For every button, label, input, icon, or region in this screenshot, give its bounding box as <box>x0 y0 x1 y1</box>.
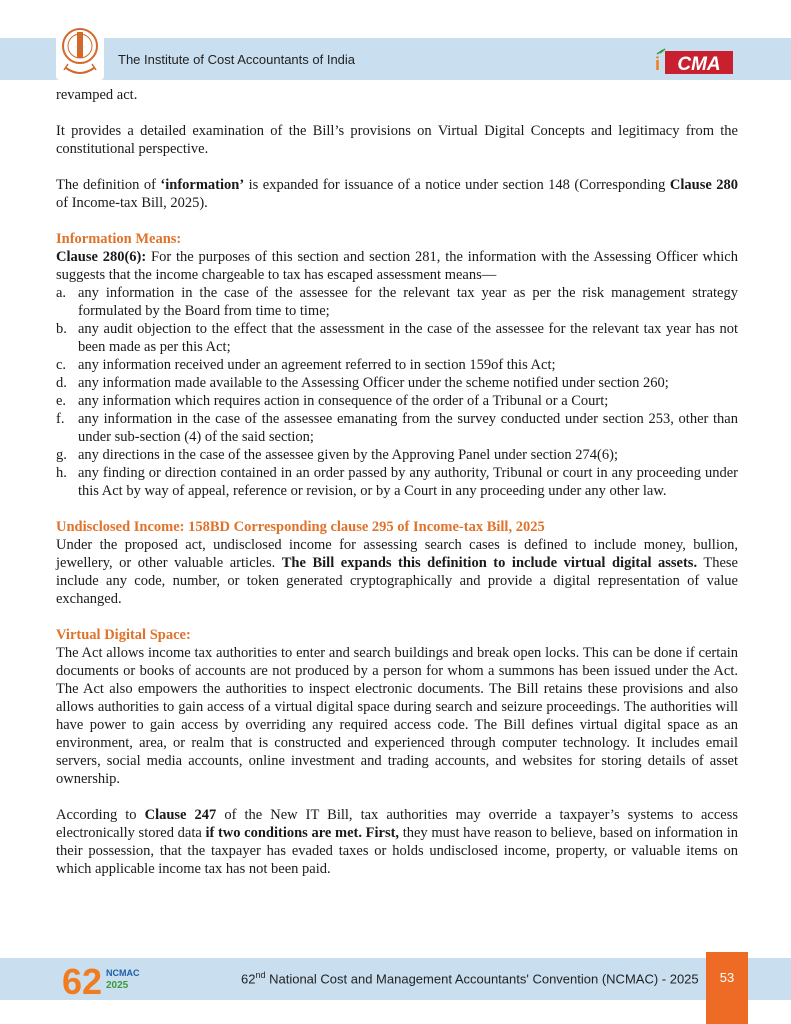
text-run: of Income-tax Bill, 2025). <box>56 195 208 211</box>
text-run: of the New IT Bill, tax authorities may override a taxpayer’s systems to access electronically stored data <box>56 807 738 841</box>
list-item <box>56 446 738 464</box>
list-item-text: any audit objection to the effect that the assessment in the case of the assessee for the relevant tax year has not been made as per this Act; <box>78 321 738 355</box>
heading-virtual-digital-space: Virtual Digital Space: <box>56 627 191 643</box>
ncmac-logo-tag: NCMAC <box>106 968 140 978</box>
list-item <box>56 356 738 374</box>
page-number-box <box>706 952 748 1024</box>
bold-virtual-assets: The Bill expands this definition to include virtual digital assets. <box>281 555 698 571</box>
list-item-text: any finding or direction contained in an order passed by any authority, Tribunal or court in any proceeding under this Act by way of appeal, reference or revision, or by a Court in any proceeding under any other law. <box>78 465 738 499</box>
list-item <box>56 464 738 500</box>
list-item-text: any information made available to the Assessing Officer under the scheme notified under section 260; <box>78 375 669 391</box>
text-run: For the purposes of this section and section 281, the information with the Assessing Officer which suggests that the income chargeable to tax has escaped assessment means— <box>56 249 738 283</box>
list-item <box>56 410 738 446</box>
text-run: Under the proposed act, undisclosed income for assessing search cases is defined to include money, bullion, jewellery, or other valuable articles. <box>56 537 738 571</box>
bold-term-information: ‘information’ <box>160 177 245 193</box>
paragraph-undisclosed-income <box>56 536 738 608</box>
paragraph-revamped: revamped act. <box>56 87 138 103</box>
header-title: The Institute of Cost Accountants of India <box>118 52 356 67</box>
list-item-text: any information in the case of the assessee for the relevant tax year as per the risk management strategy formulated by the Board from time to time; <box>78 285 738 319</box>
cma-logo-text: CMA <box>677 54 721 75</box>
ordinal-suffix: nd <box>255 970 266 980</box>
information-list <box>56 284 738 500</box>
institute-logo <box>56 6 104 80</box>
list-item <box>56 374 738 392</box>
text-run: The definition of <box>56 177 161 193</box>
list-item <box>56 284 738 320</box>
list-marker: a. <box>56 285 67 301</box>
bold-two-conditions: if two conditions are met. First, <box>205 825 400 841</box>
heading-information-means: Information Means: <box>56 231 182 247</box>
heading-undisclosed-income: Undisclosed Income: 158BD Corresponding clause 295 of Income-tax Bill, 2025 <box>56 519 545 535</box>
svg-text:i: i <box>655 54 661 74</box>
list-item <box>56 320 738 356</box>
list-marker: e. <box>56 393 67 409</box>
list-marker: f. <box>56 411 65 427</box>
list-item-text: any information in the case of the assessee emanating from the survey conducted under section 253, other than under sub-section (4) of the said section; <box>78 411 738 445</box>
paragraph-virtual-digital-space: The Act allows income tax authorities to enter and search buildings and break open locks. This can be done if certain documents or books of accounts are not produced by a person for whom a summons has been issued under the Act. The Act also empowers the authorities to inspect electronic documents. The Bill retains these provisions and also allows authorities to gain access of a virtual digital space during search and seizure proceedings. The authorities will have power to gain access by overriding any required access code. The Bill defines virtual digital space as an environment, area, or realm that is constructed and experienced through computer technology. It includes email servers, social media accounts, online investment and trading accounts, and websites for storing details of asset ownership. <box>56 645 738 787</box>
list-marker: c. <box>56 357 67 373</box>
list-item-text: any information which requires action in consequence of the order of a Tribunal or a Court; <box>78 393 609 409</box>
text-run: they must have reason to believe, based on information in their possession, that the taxpayer has evaded taxes or holds undisclosed income, property, or valuable items on which applicable income tax has not been paid. <box>56 825 738 877</box>
ncmac-logo-number: 62 <box>62 961 103 1000</box>
page-content <box>56 86 738 878</box>
paragraph-definition <box>56 176 738 212</box>
list-item-text: any information received under an agreement referred to in section 159of this Act; <box>78 357 556 373</box>
cma-logo <box>653 48 735 76</box>
list-item-text: any directions in the case of the assessee given by the Approving Panel under section 274(6); <box>78 447 618 463</box>
text-run: According to <box>56 807 145 823</box>
list-marker: h. <box>56 465 67 481</box>
bold-clause-280: Clause 280 <box>669 177 738 193</box>
institute-emblem-icon <box>56 6 104 80</box>
text-run: National Cost and Management Accountants' Convention (NCMAC) - 2025 <box>265 971 699 987</box>
paragraph-clause-247 <box>56 806 738 878</box>
list-item <box>56 392 738 410</box>
list-marker: g. <box>56 447 67 463</box>
ncmac-logo <box>60 958 140 1000</box>
ncmac-logo-year: 2025 <box>106 980 129 991</box>
list-marker: d. <box>56 375 67 391</box>
paragraph-examination: It provides a detailed examination of the Bill’s provisions on Virtual Digital Concepts and legitimacy from the constitutional perspective. <box>56 123 738 157</box>
footer-convention-text <box>241 970 699 986</box>
bold-clause-280-6: Clause 280(6): <box>56 249 147 265</box>
page-number: 53 <box>719 970 735 985</box>
paragraph-clause-280-6 <box>56 248 738 284</box>
text-run: These include any code, number, or token generated cryptographically and provide a digital representation of value exchanged. <box>56 555 738 607</box>
bold-clause-247: Clause 247 <box>144 807 217 823</box>
text-run: 62 <box>241 971 256 987</box>
list-marker: b. <box>56 321 67 337</box>
text-run: is expanded for issuance of a notice under section 148 (Corresponding <box>244 177 670 193</box>
